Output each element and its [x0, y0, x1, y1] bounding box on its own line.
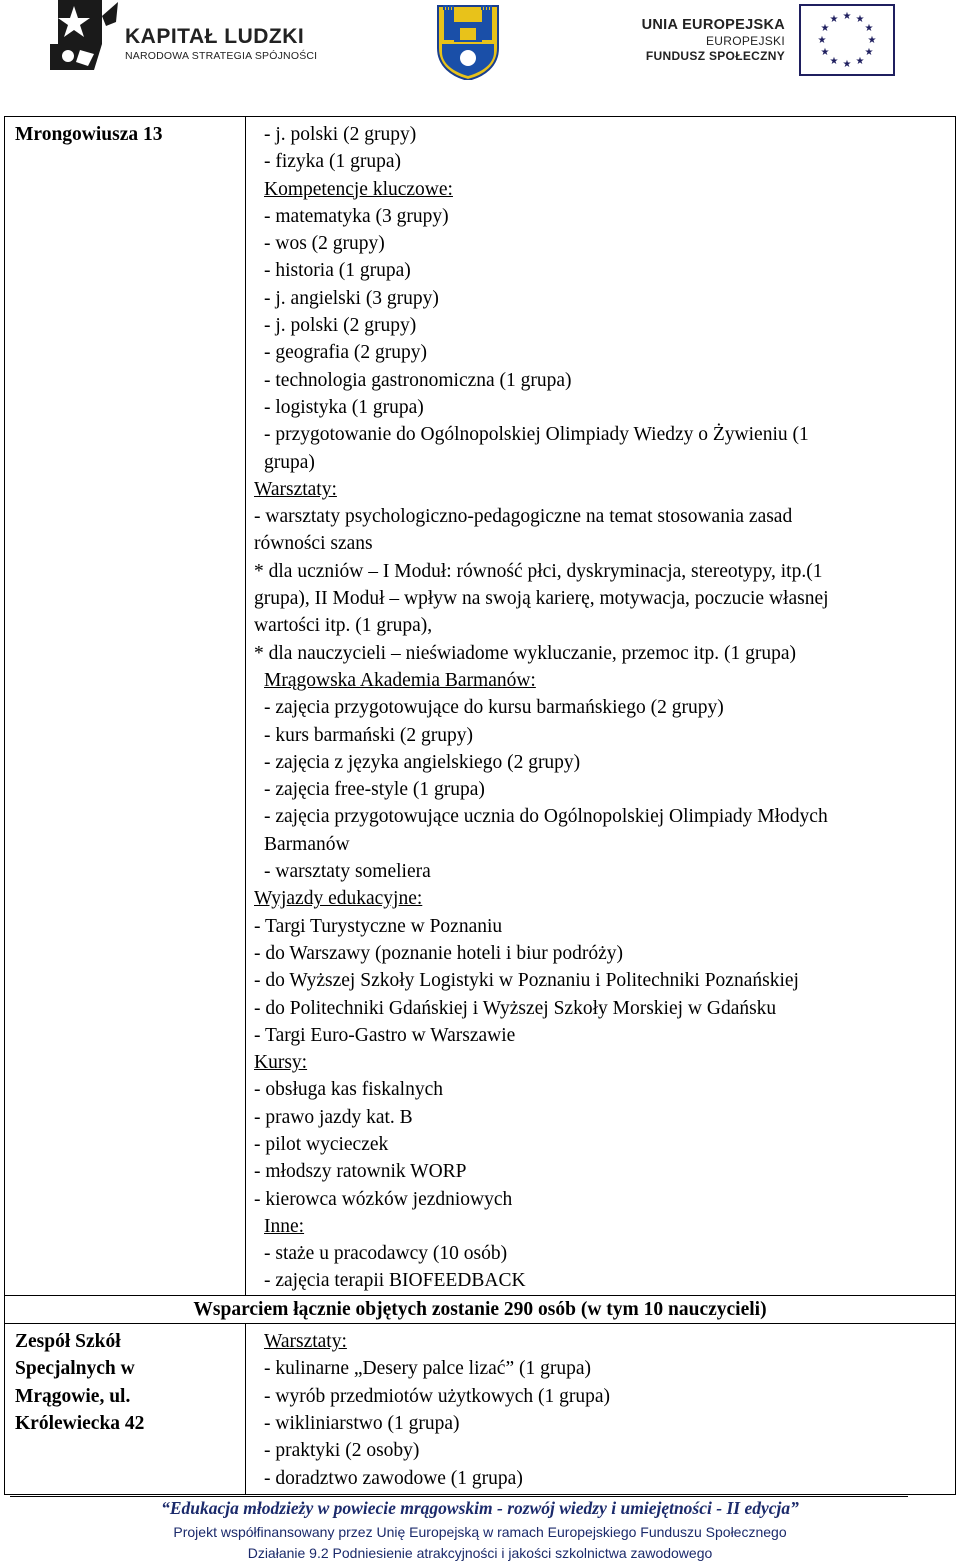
kapital-ludzki-title: KAPITAŁ LUDZKI [125, 25, 305, 48]
section-heading-trips: Wyjazdy edukacyjne: [254, 888, 423, 910]
activity-line: - fizyka (1 grupa) [264, 151, 401, 173]
school-name: Mrongowiusza 13 [15, 124, 163, 145]
workshop-line: - doradztwo zawodowe (1 grupa) [264, 1467, 523, 1489]
course-line: - prawo jazdy kat. B [254, 1106, 413, 1128]
eu-line-1: UNIA EUROPEJSKA [641, 17, 785, 33]
activity-line: grupa) [264, 451, 315, 473]
svg-text:★: ★ [867, 35, 877, 46]
svg-text:★: ★ [842, 59, 852, 70]
footer-cofinanced-note: Projekt współfinansowany przez Unię Europejską w ramach Europejskiego Funduszu Społecznego [173, 1524, 787, 1540]
mragowo-crest-icon [436, 4, 500, 80]
school-name-line: Specjalnych w [15, 1358, 135, 1380]
eu-line-2: EUROPEJSKI [705, 34, 785, 48]
section-heading-competences: Kompetencje kluczowe: [264, 178, 453, 200]
trip-line: - do Wyższej Szkoły Logistyki w Poznaniu i Politechniki Poznańskiej [254, 970, 799, 992]
academy-line: - kurs barmański (2 grupy) [264, 724, 474, 746]
workshop-line: - wyrób przedmiotów użytkowych (1 grupa) [264, 1385, 611, 1407]
activity-line: - geografia (2 grupy) [264, 342, 427, 364]
workshop-line: * dla nauczycieli – nieświadome wykluczanie, przemoc itp. (1 grupa) [254, 642, 797, 664]
trip-line: - do Warszawy (poznanie hoteli i biur podróży) [254, 942, 623, 964]
section-heading-other: Inne: [264, 1215, 305, 1237]
school-name-cell [5, 117, 246, 1296]
activity-line: - j. polski (2 grupy) [264, 315, 417, 337]
workshop-line: * dla uczniów – I Moduł: równość płci, dyskryminacja, stereotypy, itp.(1 [254, 560, 823, 582]
course-line: - pilot wycieczek [254, 1133, 389, 1155]
svg-text:★: ★ [820, 47, 830, 58]
svg-text:★: ★ [820, 23, 830, 34]
footer-project-title: “Edukacja młodzieży w powiecie mrągowskim - rozwój wiedzy i umiejętności - II edycja” [161, 1498, 799, 1518]
section-heading-workshops: Warsztaty: [254, 478, 337, 500]
trip-line: - do Politechniki Gdańskiej i Wyższej Szkoły Morskiej w Gdańsku [254, 997, 777, 1019]
school-name-line: Mrągowie, ul. [15, 1385, 131, 1407]
footer-measure-note: Działanie 9.2 Podniesienie atrakcyjności i jakości szkolnictwa zawodowego [247, 1545, 713, 1561]
activity-line: - przygotowanie do Ogólnopolskiej Olimpiady Wiedzy o Żywieniu (1 [264, 424, 809, 446]
kapital-ludzki-subtitle: NARODOWA STRATEGIA SPÓJNOŚCI [125, 50, 318, 62]
table-row-special-schools [5, 1324, 956, 1495]
kapital-ludzki-logo-icon [50, 0, 120, 76]
svg-text:★: ★ [829, 14, 839, 25]
eu-efs-logo [641, 4, 895, 80]
trip-line: - Targi Euro-Gastro w Warszawie [254, 1024, 516, 1046]
svg-text:★: ★ [864, 47, 874, 58]
activities-cell [246, 117, 956, 1296]
other-line: - staże u pracodawcy (10 osób) [264, 1243, 508, 1265]
school-name-cell [5, 1324, 246, 1495]
svg-text:★: ★ [855, 56, 865, 67]
school-name-line: Królewiecka 42 [15, 1412, 145, 1434]
activity-line: - j. polski (2 grupy) [264, 124, 417, 145]
academy-line: - zajęcia z języka angielskiego (2 grupy) [264, 751, 581, 773]
workshop-line: równości szans [254, 533, 373, 555]
workshop-line: grupa), II Moduł – wpływ na swoją karierę, motywacja, poczucie własnej [254, 588, 829, 610]
footer-divider [10, 1496, 908, 1497]
academy-line: - zajęcia przygotowujące ucznia do Ogólnopolskiej Olimpiady Młodych [264, 806, 828, 828]
workshop-line: - warsztaty psychologiczno-pedagogiczne na temat stosowania zasad [254, 506, 793, 528]
workshop-line: - praktyki (2 osoby) [264, 1440, 420, 1462]
table-row-mrongowiusza [5, 117, 956, 1296]
course-line: - kierowca wózków jezdniowych [254, 1188, 513, 1210]
svg-text:★: ★ [864, 23, 874, 34]
eu-text [642, 17, 785, 64]
academy-line: - zajęcia przygotowujące do kursu barmańskiego (2 grupy) [264, 697, 724, 719]
workshop-line: - kulinarne „Desery palce lizać” (1 grupa) [264, 1358, 591, 1380]
activity-line: - historia (1 grupa) [264, 260, 411, 282]
school-name-line: Zespół Szkół [15, 1331, 121, 1353]
workshop-line: - wikliniarstwo (1 grupa) [264, 1412, 460, 1434]
activity-line: - logistyka (1 grupa) [264, 396, 424, 418]
activities-cell [246, 1324, 956, 1495]
academy-line: Barmanów [264, 833, 350, 855]
activity-line: - matematyka (3 grupy) [264, 205, 449, 227]
eu-line-3: FUNDUSZ SPOŁECZNY [645, 49, 785, 63]
academy-line: - zajęcia free-style (1 grupa) [264, 779, 485, 801]
activity-line: - technologia gastronomiczna (1 grupa) [264, 369, 572, 391]
activity-line: - wos (2 grupy) [264, 233, 385, 255]
eu-flag-icon [799, 4, 895, 76]
svg-text:★: ★ [817, 35, 827, 46]
section-heading-courses: Kursy: [254, 1052, 308, 1074]
section-heading-academy: Mrągowska Akademia Barmanów: [264, 669, 536, 691]
kapital-ludzki-logo [50, 0, 318, 80]
svg-text:★: ★ [829, 56, 839, 67]
academy-line: - warsztaty someliera [264, 861, 431, 883]
section-heading-workshops: Warsztaty: [264, 1331, 347, 1353]
trip-line: - Targi Turystyczne w Poznaniu [254, 915, 503, 937]
course-line: - obsługa kas fiskalnych [254, 1079, 444, 1101]
page-header [0, 0, 960, 100]
table-row-summary [5, 1295, 956, 1323]
summary-cell: Wsparciem łącznie objętych zostanie 290 osób (w tym 10 nauczycieli) [5, 1295, 956, 1323]
svg-text:★: ★ [842, 11, 852, 22]
schools-table [4, 116, 956, 1495]
course-line: - młodszy ratownik WORP [254, 1161, 467, 1183]
mragowo-crest-logo [436, 4, 500, 80]
other-line: - zajęcia terapii BIOFEEDBACK [264, 1270, 526, 1292]
workshop-line: wartości itp. (1 grupa), [254, 615, 433, 637]
activity-line: - j. angielski (3 grupy) [264, 287, 439, 309]
svg-text:★: ★ [855, 14, 865, 25]
